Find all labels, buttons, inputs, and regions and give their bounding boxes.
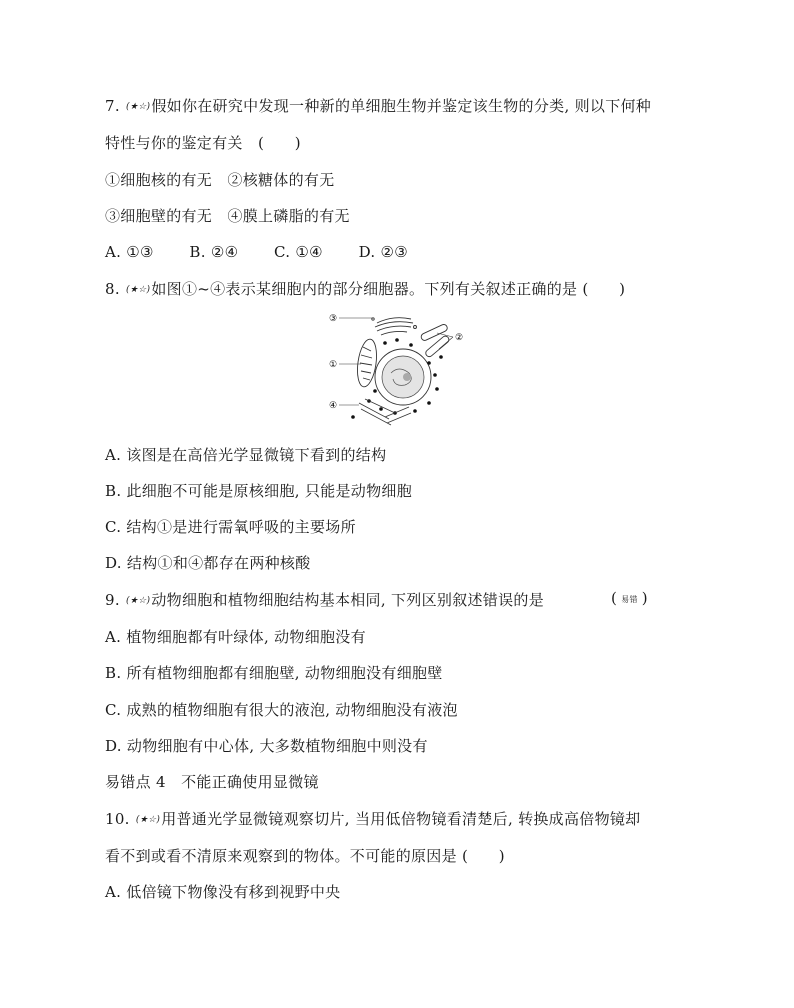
q8-option-b: B. 此细胞不可能是原核细胞, 只能是动物细胞 <box>105 482 412 500</box>
q7-items-line1: ①细胞核的有无 ②核糖体的有无 <box>105 171 335 189</box>
q8-stem-text: 如图①~④表示某细胞内的部分细胞器。下列有关叙述正确的是 ( ) <box>151 280 626 298</box>
q9-error-prone-tag: 易错 <box>621 595 638 604</box>
q10-option-a: A. 低倍镜下物像没有移到视野中央 <box>105 883 341 901</box>
q7-stem-line2: 特性与你的鉴定有关 ( ) <box>105 134 301 152</box>
q7-stem-line1: 假如你在研究中发现一种新的单细胞生物并鉴定该生物的分类, 则以下何种 <box>151 97 652 115</box>
section-heading: 易错点 4 不能正确使用显微镜 <box>105 773 319 791</box>
q9-option-d: D. 动物细胞有中心体, 大多数植物细胞中则没有 <box>105 737 428 755</box>
difficulty-star-icon: (★☆) <box>126 102 151 112</box>
organelle-2-shape <box>420 323 450 358</box>
q8-option-d: D. 结构①和④都存在两种核酸 <box>105 554 311 572</box>
q9-answer-bracket <box>611 589 648 607</box>
nucleus-shape <box>375 349 431 405</box>
q8-option-a: A. 该图是在高倍光学显微镜下看到的结构 <box>105 446 387 464</box>
diagram-label-2: ② <box>455 333 464 343</box>
q9-number: 9. <box>105 591 120 609</box>
diagram-label-4: ④ <box>329 401 338 411</box>
q9-bracket-open: ( <box>611 589 618 607</box>
q9-bracket-close: ) <box>641 589 648 607</box>
q7-number: 7. <box>105 97 120 115</box>
difficulty-star-icon: (★☆) <box>135 815 161 825</box>
diagram-label-3: ③ <box>329 314 338 324</box>
cell-organelle-diagram <box>325 305 475 430</box>
q9-stem <box>105 589 544 610</box>
q10-stem-line1: 用普通光学显微镜观察切片, 当用低倍物镜看清楚后, 转换成高倍物镜却 <box>161 810 641 828</box>
q7-options: A. ①③ B. ②④ C. ①④ D. ②③ <box>105 243 409 261</box>
q9-option-c: C. 成熟的植物细胞有很大的液泡, 动物细胞没有液泡 <box>105 701 458 719</box>
difficulty-star-icon: (★☆) <box>126 596 151 606</box>
q8-stem <box>105 278 625 299</box>
q7-items-line2: ③细胞壁的有无 ④膜上磷脂的有无 <box>105 207 350 225</box>
golgi-apparatus-shape <box>372 318 417 335</box>
endoplasmic-reticulum-shape <box>359 399 411 425</box>
q9-stem-text: 动物细胞和植物细胞结构基本相同, 下列区别叙述错误的是 <box>151 591 544 609</box>
q9-option-a: A. 植物细胞都有叶绿体, 动物细胞没有 <box>105 628 366 646</box>
q10-number: 10. <box>105 810 130 828</box>
q10-line1 <box>105 808 640 829</box>
q7-line1 <box>105 95 651 116</box>
q10-stem-line2: 看不到或看不清原来观察到的物体。不可能的原因是 ( ) <box>105 847 505 865</box>
diagram-label-1: ① <box>329 360 338 370</box>
q8-option-c: C. 结构①是进行需氧呼吸的主要场所 <box>105 518 356 536</box>
q9-option-b: B. 所有植物细胞都有细胞壁, 动物细胞没有细胞壁 <box>105 664 443 682</box>
q8-number: 8. <box>105 280 120 298</box>
difficulty-star-icon: (★☆) <box>126 285 151 295</box>
